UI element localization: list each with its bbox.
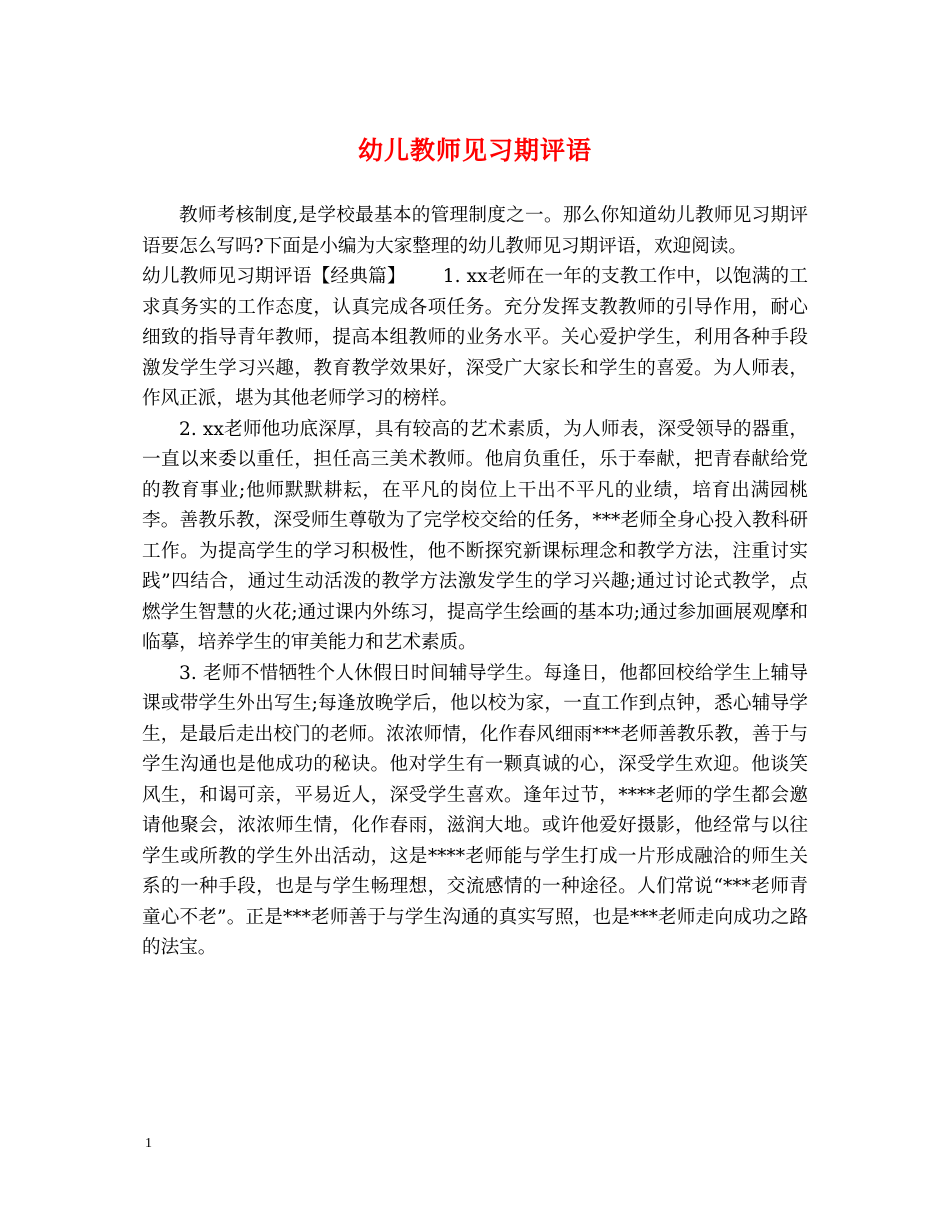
section-heading: 幼儿教师见习期评语【经典篇】 [142,266,406,287]
heading-spacer [406,266,443,287]
paragraph-2: 2. xx老师他功底深厚，具有较高的艺术素质，为人师表，深受领导的器重，一直以来委以重任，担任高三美术教师。他肩负重任，乐于奉献，把青春献给党的教育事业;他师默默耕耘，在平凡的岗位上干出不平凡的业绩，培育出满园桃李。善教乐教，深受师生尊敬为了完学校交给的任务，***老师全身心投入教科研工作。为提高学生的学习积极性，他不断探究新课标理念和教学方法，注重讨实践”四结合，通过生动活泼的教学方法激发学生的学习兴趣;通过讨论式教学，点燃学生智慧的火花;通过课内外练习，提高学生绘画的基本功;通过参加画展观摩和临摹，培养学生的审美能力和艺术素质。 [142,418,808,653]
document-body [142,201,808,964]
section-paragraph-1 [142,262,808,415]
page-number: 1 [145,1136,152,1151]
intro-paragraph: 教师考核制度,是学校最基本的管理制度之一。那么你知道幼儿教师见习期评语要怎么写吗?下面是小编为大家整理的幼儿教师见习期评语，欢迎阅读。 [142,205,808,257]
paragraph-3: 3. 老师不惜牺牲个人休假日时间辅导学生。每逢日，他都回校给学生上辅导课或带学生外出写生;每逢放晚学后，他以校为家，一直工作到点钟，悉心辅导学生，是最后走出校门的老师。浓浓师情，化作春风细雨***老师善教乐教，善于与学生沟通也是他成功的秘诀。他对学生有一颗真诚的心，深受学生欢迎。他谈笑风生，和谒可亲，平易近人，深受学生喜欢。逢年过节，****老师的学生都会邀请他聚会，浓浓师生情，化作春雨，滋润大地。或许他爱好摄影，他经常与以往学生或所教的学生外出活动，这是****老师能与学生打成一片形成融洽的师生关系的一种手段，也是与学生畅理想，交流感情的一种途径。人们常说“***老师青童心不老”。正是***老师善于与学生沟通的真实写照，也是***老师走向成功之路的法宝。 [142,662,808,958]
paragraph-1-text: 1. xx老师在一年的支教工作中，以饱满的工求真务实的工作态度，认真完成各项任务。充分发挥支教教师的引导作用，耐心细致的指导青年教师，提高本组教师的业务水平。关心爱护学生，利用各种手段激发学生学习兴趣，教育教学效果好，深受广大家长和学生的喜爱。为人师表，作风正派，堪为其他老师学习的榜样。 [142,266,808,409]
document-title: 幼儿教师见习期评语 [357,136,592,165]
